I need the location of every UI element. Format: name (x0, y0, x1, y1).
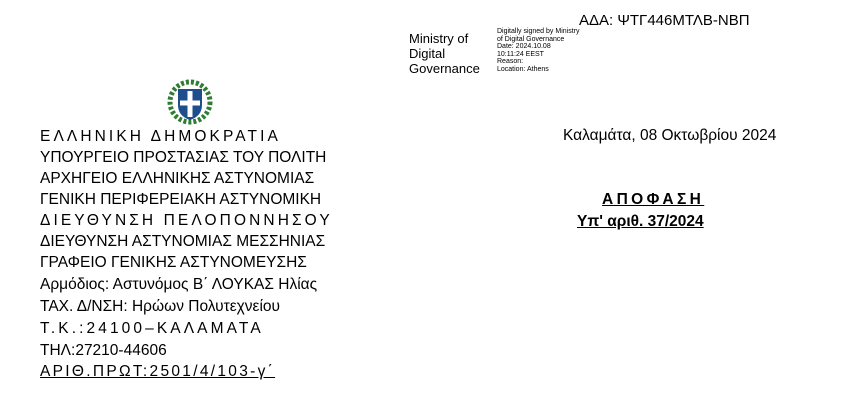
signature-detail: of Digital Governance (497, 35, 565, 43)
signature-org-line: Governance (409, 61, 480, 76)
header-line: Τ.Κ.:24100–ΚΑΛΑΜΑΤΑ (40, 320, 264, 337)
header-line: Αρμόδιος: Αστυνόμος Β΄ ΛΟΥΚΑΣ Ηλίας (40, 276, 318, 293)
header-line: ΓΡΑΦΕΙΟ ΓΕΝΙΚΗΣ ΑΣΤΥΝΟΜΕΥΣΗΣ (40, 254, 307, 271)
header-line: ΑΡΧΗΓΕΙΟ ΕΛΛΗΝΙΚΗΣ ΑΣΤΥΝΟΜΙΑΣ (40, 170, 315, 187)
signature-org-line: Ministry of (409, 31, 469, 46)
signature-detail: 10:11:24 EEST (497, 50, 544, 58)
header-line: ΥΠΟΥΡΓΕΙΟ ΠΡΟΣΤΑΣΙΑΣ ΤΟΥ ΠΟΛΙΤΗ (40, 149, 327, 166)
document-date: Καλαμάτα, 08 Οκτωβρίου 2024 (563, 127, 777, 144)
header-line: ΤΗΛ:27210-44606 (40, 342, 167, 359)
header-line: ΕΛΛΗΝΙΚΗ ΔΗΜΟΚΡΑΤΙΑ (40, 128, 281, 145)
protocol-number: ΑΡΙΘ.ΠΡΩΤ:2501/4/103-γ΄ (40, 363, 276, 380)
decision-title: ΑΠΟΦΑΣΗ (602, 191, 705, 208)
header-line: ΓΕΝΙΚΗ ΠΕΡΙΦΕΡΕΙΑΚΗ ΑΣΤΥΝΟΜΙΚΗ (40, 191, 322, 208)
signature-details (497, 28, 579, 74)
signature-detail: Reason: (497, 58, 524, 66)
signature-detail: Date: 2024.10.08 (497, 43, 551, 51)
header-line: ΔΙΕΥΘΥΝΣΗ ΠΕΛΟΠΟΝΝΗΣΟΥ (40, 212, 333, 229)
decision-number: Υπ' αριθ. 37/2024 (577, 213, 704, 230)
signature-org-line: Digital (409, 46, 446, 61)
ada-code: ΑΔΑ: ΨΤΓ446ΜΤΛΒ-ΝΒΠ (579, 12, 750, 29)
signature-detail: Digitally signed by Ministry (497, 28, 580, 35)
signature-organization (409, 31, 480, 76)
header-line: ΔΙΕΥΘΥΝΣΗ ΑΣΤΥΝΟΜΙΑΣ ΜΕΣΣΗΝΙΑΣ (40, 233, 326, 250)
header-line: ΤΑΧ. Δ/ΝΣΗ: Ηρώων Πολυτεχνείου (40, 298, 281, 315)
greek-coat-of-arms-emblem (166, 78, 214, 126)
signature-detail: Location: Athens (497, 65, 549, 73)
